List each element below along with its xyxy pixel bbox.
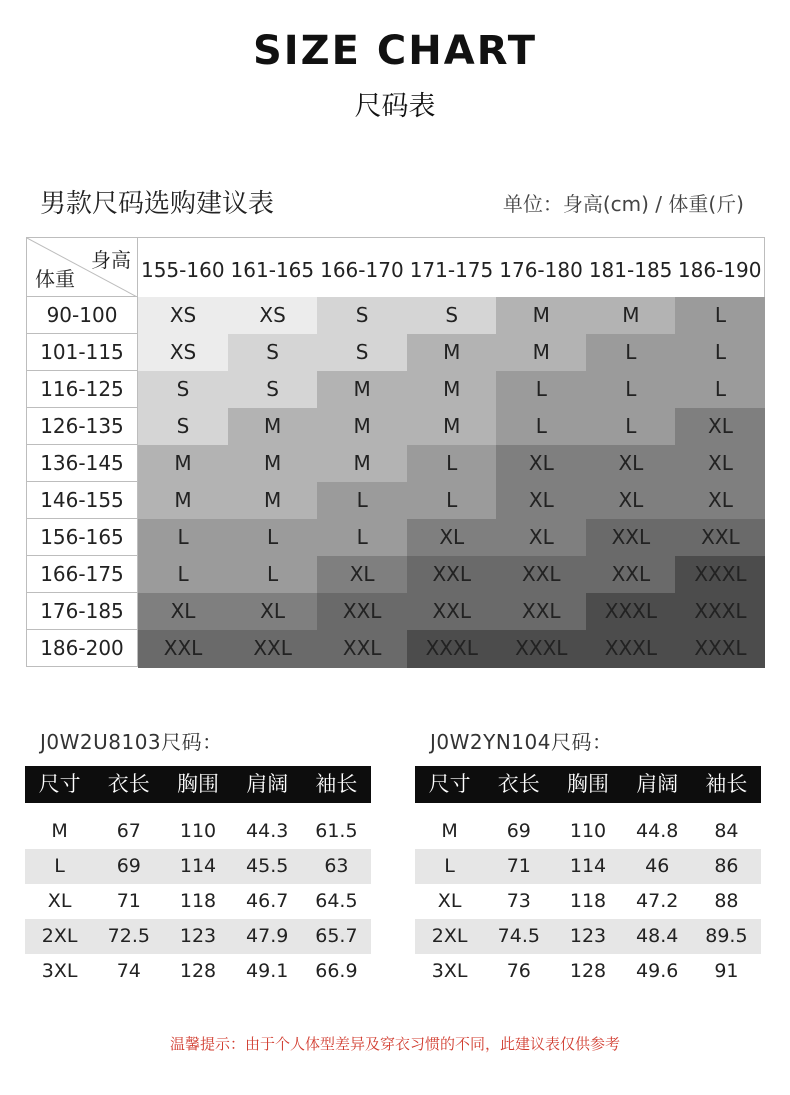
height-header: 176-180 xyxy=(496,237,586,297)
table-cell: 89.5 xyxy=(705,925,748,947)
size-cell: L xyxy=(586,371,676,409)
table-header-row xyxy=(415,766,761,803)
table-cell: 88 xyxy=(714,890,739,912)
size-cell: L xyxy=(138,556,228,594)
size-cell: L xyxy=(675,334,765,372)
size-cell: XXXL xyxy=(675,556,765,594)
column-header: 尺寸 xyxy=(428,772,471,796)
page-title: SIZE CHART xyxy=(252,28,538,74)
size-cell: XS xyxy=(228,297,318,335)
size-cell: XL xyxy=(407,519,497,557)
table-cell: 69 xyxy=(506,820,531,842)
size-cell: S xyxy=(407,297,497,335)
table-cell: 114 xyxy=(569,855,607,877)
weight-header: 101-115 xyxy=(26,334,138,371)
table-2-title: J0W2YN104尺码： xyxy=(430,730,613,754)
size-recommendation-grid xyxy=(26,237,765,667)
table-cell: M xyxy=(441,820,458,842)
size-cell: L xyxy=(407,445,497,483)
size-cell: L xyxy=(317,482,407,520)
size-cell: XXXL xyxy=(586,630,676,668)
table-cell: 128 xyxy=(569,960,607,982)
weight-header: 156-165 xyxy=(26,519,138,556)
size-cell: XXL xyxy=(138,630,228,668)
size-cell: L xyxy=(496,408,586,446)
table-1-title: J0W2U8103尺码： xyxy=(40,730,223,754)
column-header: 衣长 xyxy=(107,772,150,796)
size-cell: XL xyxy=(675,408,765,446)
size-cell: M xyxy=(496,334,586,372)
size-cell: L xyxy=(228,556,318,594)
size-cell: L xyxy=(586,334,676,372)
weight-header: 126-135 xyxy=(26,408,138,445)
column-header: 衣长 xyxy=(497,772,540,796)
weight-header: 90-100 xyxy=(26,297,138,334)
height-header: 155-160 xyxy=(138,237,228,297)
footer-note: 温馨提示：由于个人体型差异及穿衣习惯的不同，此建议表仅供参考 xyxy=(169,1035,620,1053)
size-cell: M xyxy=(586,297,676,335)
size-cell: XXL xyxy=(317,593,407,631)
weight-header: 116-125 xyxy=(26,371,138,408)
table-cell: 65.7 xyxy=(315,925,358,947)
size-cell: XXL xyxy=(317,630,407,668)
size-cell: XL xyxy=(496,482,586,520)
table-cell: 46 xyxy=(645,855,670,877)
size-cell: M xyxy=(407,334,497,372)
table-cell: 45.5 xyxy=(246,855,289,877)
table-cell: 71 xyxy=(116,890,141,912)
size-cell: M xyxy=(496,297,586,335)
column-header: 肩阔 xyxy=(636,772,679,796)
weight-header: 136-145 xyxy=(26,445,138,482)
table-cell: 2XL xyxy=(431,925,468,947)
size-cell: S xyxy=(228,371,318,409)
table-row xyxy=(415,814,761,849)
table-cell: 67 xyxy=(116,820,141,842)
size-cell: M xyxy=(138,445,228,483)
column-header: 袖长 xyxy=(315,772,358,796)
table-row xyxy=(25,884,371,919)
table-cell: 86 xyxy=(714,855,739,877)
size-cell: XL xyxy=(496,519,586,557)
size-cell: XXL xyxy=(496,556,586,594)
size-cell: XXL xyxy=(228,630,318,668)
size-cell: XL xyxy=(138,593,228,631)
size-cell: M xyxy=(317,371,407,409)
section-title: 男款尺码选购建议表 xyxy=(40,189,275,219)
table-header-row xyxy=(25,766,371,803)
size-cell: M xyxy=(228,482,318,520)
table-cell: 64.5 xyxy=(315,890,358,912)
size-cell: S xyxy=(317,334,407,372)
table-cell: L xyxy=(444,855,455,877)
table-row xyxy=(25,919,371,954)
table-row xyxy=(415,954,761,989)
table-row xyxy=(25,954,371,989)
table-cell: 73 xyxy=(506,890,531,912)
size-cell: M xyxy=(228,445,318,483)
table-cell: 74.5 xyxy=(497,925,540,947)
weight-header: 176-185 xyxy=(26,593,138,630)
table-cell: 72.5 xyxy=(107,925,150,947)
table-cell: 123 xyxy=(569,925,607,947)
table-row xyxy=(25,814,371,849)
table-cell: 118 xyxy=(179,890,217,912)
table-cell: 46.7 xyxy=(246,890,289,912)
table-cell: 74 xyxy=(116,960,141,982)
table-cell: L xyxy=(54,855,65,877)
height-header: 181-185 xyxy=(586,237,676,297)
size-cell: XS xyxy=(138,297,228,335)
column-header: 胸围 xyxy=(177,772,219,796)
column-header: 袖长 xyxy=(705,772,748,796)
table-cell: 63 xyxy=(324,855,349,877)
size-cell: XXL xyxy=(407,593,497,631)
size-cell: M xyxy=(317,445,407,483)
measurement-table-1 xyxy=(25,766,371,989)
height-axis-label: 身高 xyxy=(91,248,131,272)
size-cell: XXXL xyxy=(496,630,586,668)
weight-axis-label: 体重 xyxy=(35,267,75,291)
unit-label: 单位：身高(cm) / 体重(斤) xyxy=(502,192,744,216)
height-header: 171-175 xyxy=(407,237,497,297)
table-cell: 114 xyxy=(179,855,217,877)
size-cell: XL xyxy=(496,445,586,483)
size-cell: XXL xyxy=(407,556,497,594)
grid-corner xyxy=(26,237,138,297)
table-row xyxy=(415,849,761,884)
size-cell: L xyxy=(317,519,407,557)
weight-header: 166-175 xyxy=(26,556,138,593)
size-cell: L xyxy=(675,371,765,409)
table-cell: 110 xyxy=(569,820,607,842)
size-cell: XL xyxy=(228,593,318,631)
table-cell: 71 xyxy=(506,855,531,877)
table-cell: XL xyxy=(47,890,72,912)
size-cell: XS xyxy=(138,334,228,372)
size-cell: M xyxy=(317,408,407,446)
size-cell: XL xyxy=(586,482,676,520)
table-cell: 49.1 xyxy=(246,960,289,982)
table-row xyxy=(415,919,761,954)
size-cell: XXXL xyxy=(675,630,765,668)
column-header: 尺寸 xyxy=(38,772,81,796)
page-subtitle: 尺码表 xyxy=(354,91,436,122)
size-cell: M xyxy=(228,408,318,446)
size-cell: S xyxy=(317,297,407,335)
size-cell: XXL xyxy=(586,556,676,594)
table-cell: M xyxy=(51,820,68,842)
table-cell: 44.3 xyxy=(246,820,289,842)
weight-header: 186-200 xyxy=(26,630,138,667)
table-cell: 61.5 xyxy=(315,820,358,842)
measurement-table-2 xyxy=(415,766,761,989)
height-header: 166-170 xyxy=(317,237,407,297)
size-cell: M xyxy=(407,408,497,446)
table-cell: 49.6 xyxy=(636,960,679,982)
column-header: 胸围 xyxy=(567,772,609,796)
height-header: 186-190 xyxy=(675,237,765,297)
table-cell: 91 xyxy=(714,960,739,982)
table-cell: XL xyxy=(437,890,462,912)
table-cell: 47.9 xyxy=(246,925,289,947)
weight-header: 146-155 xyxy=(26,482,138,519)
size-cell: XXL xyxy=(586,519,676,557)
size-cell: XL xyxy=(675,445,765,483)
size-cell: L xyxy=(138,519,228,557)
size-cell: L xyxy=(496,371,586,409)
table-cell: 3XL xyxy=(431,960,468,982)
table-cell: 123 xyxy=(179,925,217,947)
size-cell: XL xyxy=(317,556,407,594)
size-cell: M xyxy=(407,371,497,409)
table-cell: 84 xyxy=(714,820,739,842)
table-cell: 110 xyxy=(179,820,217,842)
table-cell: 128 xyxy=(179,960,217,982)
table-cell: 44.8 xyxy=(636,820,679,842)
table-cell: 76 xyxy=(506,960,531,982)
size-cell: S xyxy=(138,408,228,446)
size-cell: XL xyxy=(675,482,765,520)
size-cell: XXXL xyxy=(675,593,765,631)
size-cell: XXL xyxy=(675,519,765,557)
table-cell: 47.2 xyxy=(636,890,679,912)
height-header: 161-165 xyxy=(228,237,318,297)
table-row xyxy=(415,884,761,919)
table-cell: 118 xyxy=(569,890,607,912)
size-cell: XL xyxy=(586,445,676,483)
size-cell: XXXL xyxy=(407,630,497,668)
table-row xyxy=(25,849,371,884)
size-cell: L xyxy=(407,482,497,520)
size-cell: XXL xyxy=(496,593,586,631)
table-cell: 3XL xyxy=(41,960,78,982)
table-cell: 66.9 xyxy=(315,960,358,982)
size-cell: L xyxy=(675,297,765,335)
table-cell: 48.4 xyxy=(636,925,679,947)
size-cell: XXXL xyxy=(586,593,676,631)
table-cell: 2XL xyxy=(41,925,78,947)
size-cell: M xyxy=(138,482,228,520)
size-cell: S xyxy=(138,371,228,409)
column-header: 肩阔 xyxy=(246,772,289,796)
size-cell: L xyxy=(228,519,318,557)
size-cell: L xyxy=(586,408,676,446)
size-cell: S xyxy=(228,334,318,372)
table-cell: 69 xyxy=(116,855,141,877)
